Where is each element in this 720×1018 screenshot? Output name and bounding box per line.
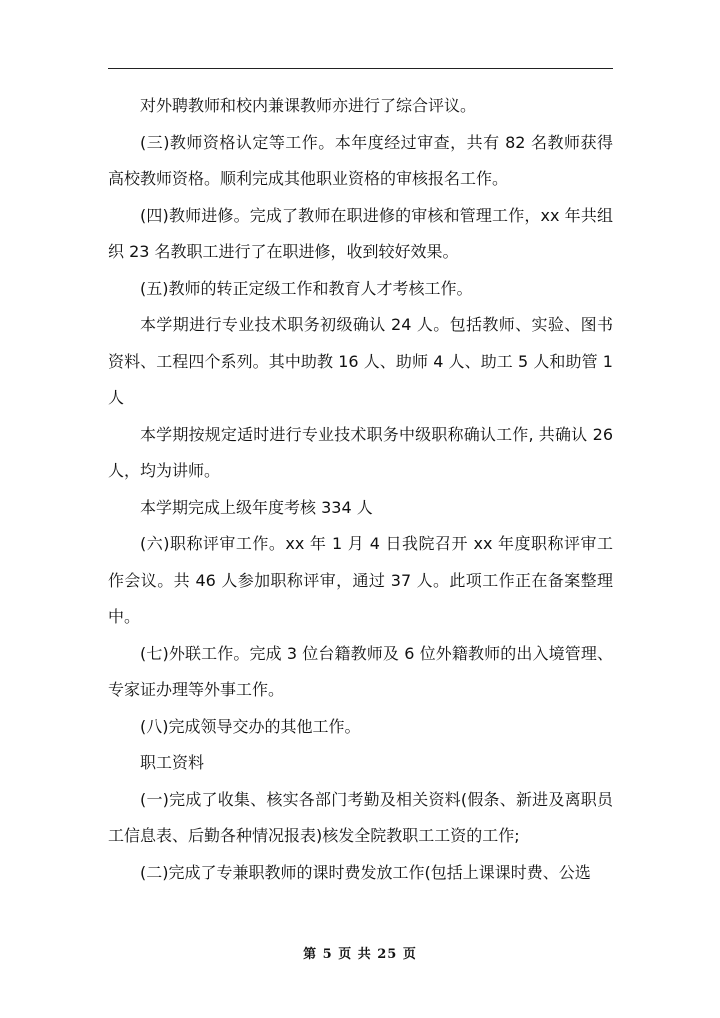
paragraph-2: (三)教师资格认定等工作。本年度经过审查，共有 82 名教师获得高校教师资格。顺利完成其他职业资格的审核报名工作。 [108,132,613,188]
paragraph-12: (一)完成了收集、核实各部门考勤及相关资料(假条、新进及离职员工信息表、后勤各种情况报表)核发全院教职工工资的工作; [108,789,613,845]
document-body [108,88,613,891]
paragraph-1: 对外聘教师和校内兼课教师亦进行了综合评议。 [140,96,477,115]
header-rule [108,68,613,69]
paragraph-13: (二)完成了专兼职教师的课时费发放工作(包括上课课时费、公选 [140,862,591,882]
paragraph-4: (五)教师的转正定级工作和教育人才考核工作。 [140,278,473,298]
page-number: 第 5 页 共 25 页 [303,947,417,962]
paragraph-5: 本学期进行专业技术职务初级确认 24 人。包括教师、实验、图书资料、工程四个系列。其中助教 16 人、助师 4 人、助工 5 人和助管 1 人 [108,315,613,407]
paragraph-11: 职工资料 [140,753,205,772]
paragraph-7: 本学期完成上级年度考核 334 人 [140,497,373,517]
paragraph-9: (七)外联工作。完成 3 位台籍教师及 6 位外籍教师的出入境管理、专家证办理等外事工作。 [108,643,613,699]
paragraph-6: 本学期按规定适时进行专业技术职务中级职称确认工作, 共确认 26 人，均为讲师。 [108,424,613,480]
paragraph-8: (六)职称评审工作。xx 年 1 月 4 日我院召开 xx 年度职称评审工作会议。共 46 人参加职称评审，通过 37 人。此项工作正在备案整理中。 [108,534,613,626]
page-footer [0,943,720,962]
paragraph-3: (四)教师进修。完成了教师在职进修的审核和管理工作，xx 年共组织 23 名教职工进行了在职进修，收到较好效果。 [108,205,613,261]
paragraph-10: (八)完成领导交办的其他工作。 [140,716,361,736]
